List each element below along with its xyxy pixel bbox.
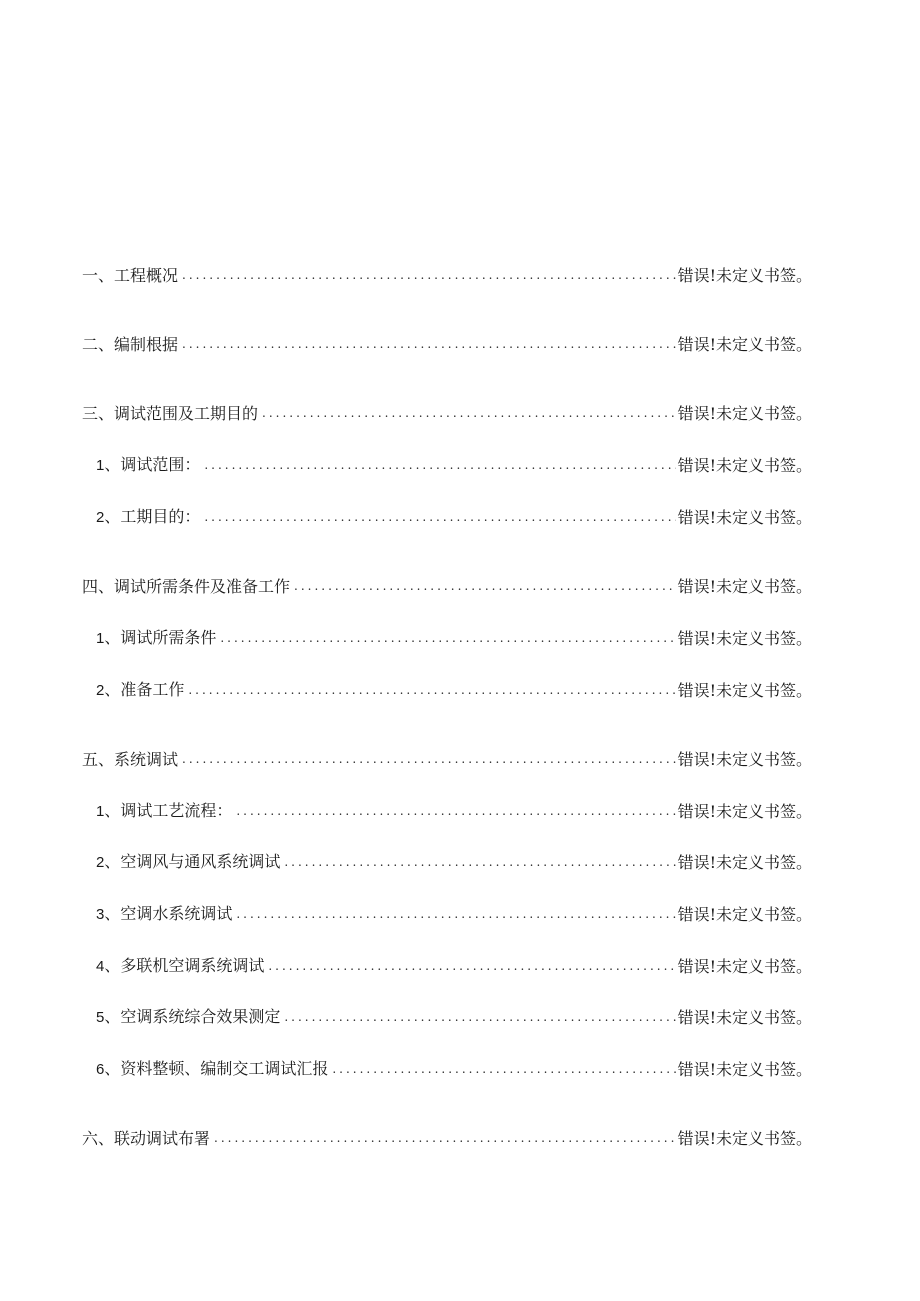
- toc-entry[interactable]: [96, 798, 812, 822]
- toc-entry-label: 二、编制根据: [82, 335, 179, 354]
- toc-entry-number: 1: [96, 803, 105, 820]
- toc-entry-label: 、工期目的：: [104, 507, 201, 526]
- toc-entry-number: 2: [96, 854, 105, 871]
- toc-entry-title: [96, 956, 264, 977]
- toc-entry[interactable]: [82, 746, 812, 770]
- toc-page-reference: 错误!未定义书签。: [677, 750, 812, 769]
- toc-entry[interactable]: [96, 504, 812, 528]
- toc-page-reference: 错误!未定义书签。: [677, 1008, 812, 1027]
- toc-entry-label: 、空调水系统调试: [104, 904, 233, 923]
- toc-dot-leader: [188, 681, 675, 701]
- toc-entry[interactable]: [82, 331, 812, 355]
- toc-page-reference: 错误!未定义书签。: [677, 456, 812, 475]
- toc-entry[interactable]: [82, 262, 812, 286]
- toc-entry[interactable]: [96, 1004, 812, 1028]
- toc-entry[interactable]: [82, 573, 812, 597]
- toc-dot-leader: [182, 266, 676, 286]
- toc-entry-number: 6: [96, 1061, 105, 1078]
- toc-entry[interactable]: [96, 901, 812, 925]
- toc-entry[interactable]: [82, 400, 812, 424]
- toc-entry-label: 五、系统调试: [82, 750, 179, 769]
- toc-dot-leader: [284, 853, 675, 873]
- toc-entry-label: 、准备工作: [104, 680, 185, 699]
- toc-dot-leader: [182, 335, 676, 355]
- toc-entry-label: 、空调系统综合效果测定: [104, 1007, 281, 1026]
- toc-entry-title: [82, 750, 178, 770]
- toc-entry-title: [96, 1059, 328, 1080]
- toc-dot-leader: [268, 957, 675, 977]
- toc-dot-leader: [236, 802, 675, 822]
- toc-entry[interactable]: [96, 1056, 812, 1080]
- toc-entry-label: 一、工程概况: [82, 266, 179, 285]
- toc-dot-leader: [332, 1060, 675, 1080]
- toc-entry-title: [96, 680, 184, 701]
- toc-entry-number: 1: [96, 630, 105, 647]
- toc-entry-title: [96, 904, 232, 925]
- toc-entry-number: 3: [96, 906, 105, 923]
- toc-entry-label: 、资料整顿、编制交工调试汇报: [104, 1059, 329, 1078]
- toc-entry-number: 1: [96, 457, 105, 474]
- toc-dot-leader: [214, 1129, 676, 1149]
- toc-entry-label: 、空调风与通风系统调试: [104, 852, 281, 871]
- toc-entry-number: 4: [96, 958, 105, 975]
- toc-entry-label: 三、调试范围及工期目的: [82, 404, 259, 423]
- toc-dot-leader: [236, 905, 675, 925]
- toc-entry[interactable]: [96, 849, 812, 873]
- toc-entry[interactable]: [96, 953, 812, 977]
- toc-dot-leader: [294, 577, 676, 597]
- toc-entry-title: [96, 852, 280, 873]
- toc-entry-label: 四、调试所需条件及准备工作: [82, 577, 291, 596]
- toc-entry-label: 、多联机空调系统调试: [104, 956, 265, 975]
- toc-entry[interactable]: [96, 452, 812, 476]
- toc-dot-leader: [182, 750, 676, 770]
- toc-page-reference: 错误!未定义书签。: [677, 577, 812, 596]
- toc-dot-leader: [284, 1008, 675, 1028]
- toc-dot-leader: [204, 508, 675, 528]
- toc-page-reference: 错误!未定义书签。: [677, 957, 812, 976]
- toc-entry[interactable]: [96, 677, 812, 701]
- toc-dot-leader: [204, 456, 675, 476]
- toc-page-reference: 错误!未定义书签。: [677, 508, 812, 527]
- toc-dot-leader: [220, 629, 675, 649]
- toc-page-reference: 错误!未定义书签。: [677, 266, 812, 285]
- toc-dot-leader: [262, 404, 676, 424]
- toc-entry-label: 六、联动调试布署: [82, 1129, 211, 1148]
- toc-entry-title: [82, 266, 178, 286]
- toc-entry-number: 2: [96, 509, 105, 526]
- toc-page-reference: 错误!未定义书签。: [677, 802, 812, 821]
- toc-page-reference: 错误!未定义书签。: [677, 681, 812, 700]
- toc-page-reference: 错误!未定义书签。: [677, 1129, 812, 1148]
- toc-entry-number: 2: [96, 682, 105, 699]
- toc-entry-title: [82, 404, 258, 424]
- toc-entry-title: [82, 577, 290, 597]
- toc-entry-label: 、调试工艺流程：: [104, 801, 233, 820]
- toc-page-reference: 错误!未定义书签。: [677, 905, 812, 924]
- toc-entry-title: [96, 507, 200, 528]
- toc-entry-number: 5: [96, 1009, 105, 1026]
- toc-page-reference: 错误!未定义书签。: [677, 853, 812, 872]
- toc-page-reference: 错误!未定义书签。: [677, 404, 812, 423]
- toc-entry-title: [82, 335, 178, 355]
- toc-entry-title: [96, 801, 232, 822]
- toc-entry-title: [96, 628, 216, 649]
- toc-page-reference: 错误!未定义书签。: [677, 629, 812, 648]
- toc-page-reference: 错误!未定义书签。: [677, 1060, 812, 1079]
- toc-entry[interactable]: [82, 1125, 812, 1149]
- toc-entry-title: [82, 1129, 210, 1149]
- toc-page-reference: 错误!未定义书签。: [677, 335, 812, 354]
- toc-entry-label: 、调试范围：: [104, 455, 201, 474]
- toc-entry[interactable]: [96, 625, 812, 649]
- toc-entry-label: 、调试所需条件: [104, 628, 217, 647]
- toc-entry-title: [96, 1007, 280, 1028]
- toc-entry-title: [96, 455, 200, 476]
